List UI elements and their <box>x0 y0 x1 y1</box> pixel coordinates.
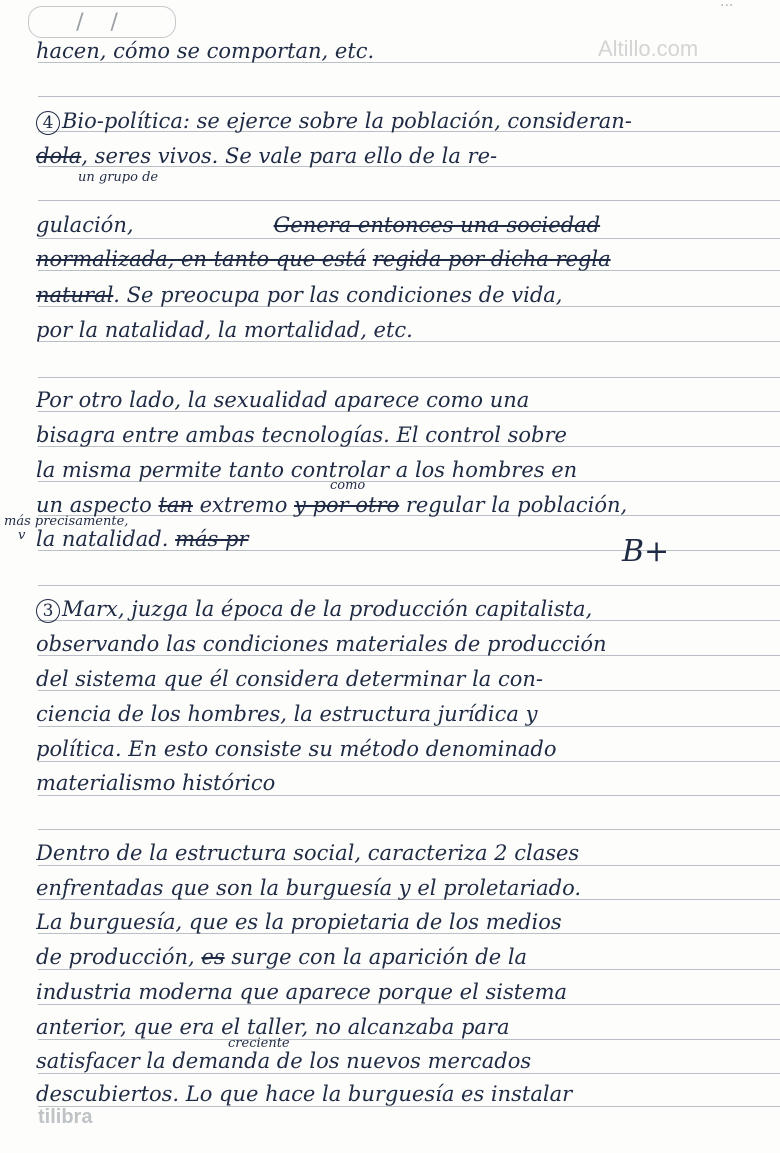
watermark: Altillo.com <box>598 36 699 61</box>
text-line-4 <box>36 212 776 238</box>
annotation-un-grupo-de: un grupo de <box>78 170 159 185</box>
text-line-6 <box>36 282 776 308</box>
line-text: un aspecto <box>36 493 152 517</box>
line-text: extremo <box>199 493 288 517</box>
line-text: , seres vivos. Se vale para ello de la re- <box>81 144 498 168</box>
struck-text: dola <box>36 144 82 168</box>
text-line-21 <box>36 909 776 935</box>
struck-text: es <box>201 945 225 969</box>
grade-mark: B+ <box>622 534 670 569</box>
line-text: industria moderna que aparece porque el sistema <box>36 980 568 1004</box>
line-text: hacen, cómo se comportan, etc. <box>36 39 375 63</box>
ruled-line <box>38 585 780 586</box>
line-text: materialismo histórico <box>36 771 276 795</box>
struck-text: normalizada, en tanto que está <box>36 247 367 271</box>
line-text: Por otro lado, la sexualidad aparece como una <box>36 388 530 412</box>
line-text: anterior, que era el taller, no alcanzaba para <box>36 1015 510 1039</box>
ruled-line <box>38 200 780 201</box>
struck-text: más pr <box>175 527 249 551</box>
line-text: por la natalidad, la mortalidad, etc. <box>36 318 413 342</box>
text-line-19 <box>36 840 776 866</box>
line-text: surge con la aparición de la <box>231 945 528 969</box>
text-line-26 <box>36 1081 776 1107</box>
line-text: la natalidad. <box>36 527 169 551</box>
line-text: descubiertos. Lo que hace la burguesía es instalar <box>36 1082 573 1106</box>
line-text: La burguesía, que es la propietaria de los medios <box>36 910 562 934</box>
line-text: bisagra entre ambas tecnologías. El control sobre <box>36 423 567 447</box>
text-line-23 <box>36 979 776 1005</box>
ruled-line <box>38 377 780 378</box>
text-line-11 <box>36 492 776 518</box>
ruled-line <box>38 96 780 97</box>
annotation-creciente: creciente <box>228 1036 290 1051</box>
text-line-8 <box>36 387 776 413</box>
text-line-22 <box>36 944 776 970</box>
text-line-14 <box>36 631 776 657</box>
text-line-25 <box>36 1048 776 1074</box>
line-text: regular la población, <box>405 493 628 517</box>
text-line-20 <box>36 875 776 901</box>
line-text: gulación, <box>36 213 134 237</box>
corner-mark: ... <box>720 0 734 10</box>
struck-text: natural <box>36 283 114 307</box>
annotation-caret: v <box>18 528 26 543</box>
text-line-16 <box>36 701 776 727</box>
ruled-line <box>38 238 780 239</box>
text-line-5 <box>36 246 776 272</box>
line-text: . Se preocupa por las condiciones de vida, <box>113 283 563 307</box>
line-text: del sistema que él considera determinar la con- <box>36 667 544 691</box>
line-text: observando las condiciones materiales de producción <box>36 632 607 656</box>
item-number: 4 <box>36 111 60 135</box>
text-line-24 <box>36 1014 776 1040</box>
text-line-18 <box>36 770 776 796</box>
line-text: Bio-política: se ejerce sobre la población, consideran- <box>62 109 632 133</box>
line-text: enfrentadas que son la burguesía y el proletariado. <box>36 876 582 900</box>
line-text: Marx, juzga la época de la producción capitalista, <box>62 597 593 621</box>
struck-text: tan <box>158 493 193 517</box>
text-line-7 <box>36 317 776 343</box>
text-line-10 <box>36 457 776 483</box>
text-line-3 <box>36 143 776 169</box>
struck-text: y por otro <box>294 493 400 517</box>
line-text: ciencia de los hombres, la estructura jurídica y <box>36 702 538 726</box>
text-line-17 <box>36 736 776 762</box>
text-line-2 <box>36 108 776 135</box>
line-text: satisfacer la demanda de los nuevos mercados <box>36 1049 532 1073</box>
text-line-9 <box>36 422 776 448</box>
line-text: de producción, <box>36 945 195 969</box>
line-text: Dentro de la estructura social, caracteriza 2 clases <box>36 841 580 865</box>
struck-text: Genera entonces una sociedad <box>273 213 601 237</box>
ruled-line <box>38 829 780 830</box>
text-line-15 <box>36 666 776 692</box>
annotation-como: como <box>330 478 366 493</box>
line-text: la misma permite tanto controlar a los hombres en <box>36 458 578 482</box>
item-number: 3 <box>36 599 60 623</box>
text-line-1 <box>36 38 776 64</box>
text-line-13 <box>36 596 776 623</box>
notebook-brand: tilibra <box>38 1106 93 1128</box>
date-box: / / <box>28 6 176 38</box>
line-text: política. En esto consiste su método denominado <box>36 737 557 761</box>
struck-text: regida por dicha regla <box>372 247 611 271</box>
annotation-mas-precisamente: más precisamente, <box>4 514 129 529</box>
